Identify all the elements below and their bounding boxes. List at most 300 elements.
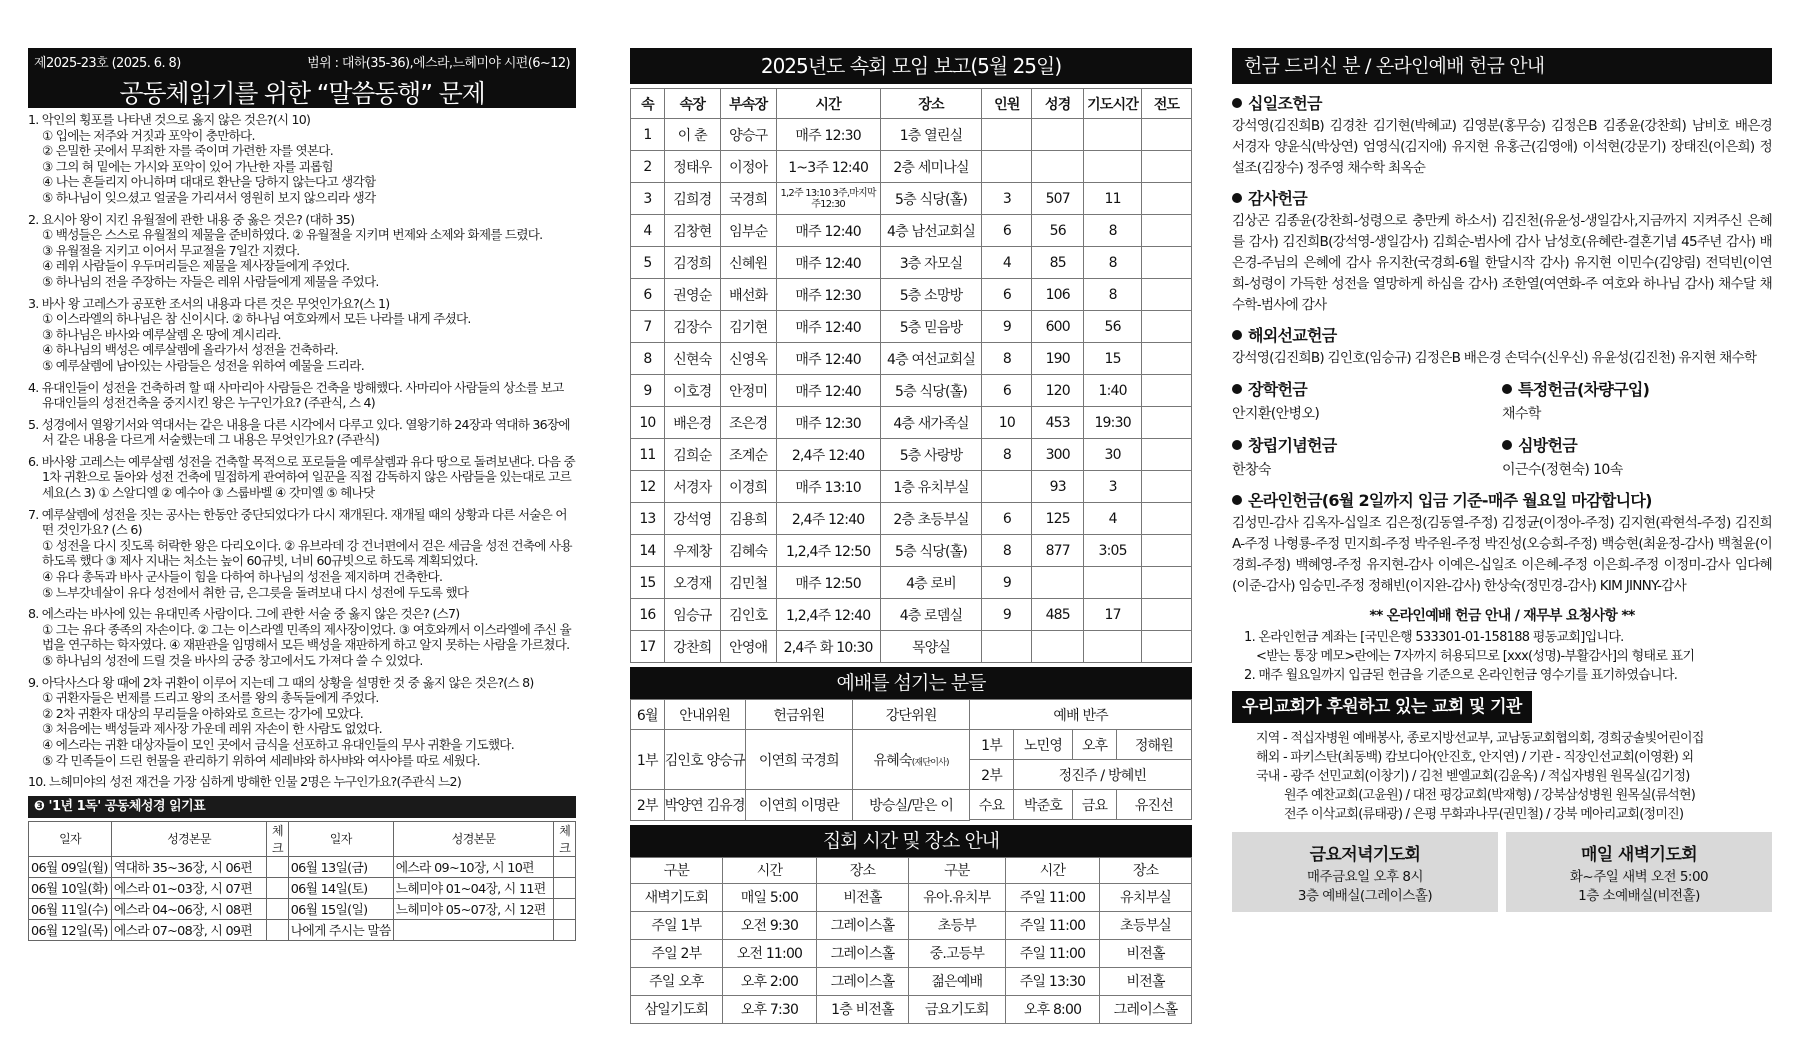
report-cell: 8 [982,535,1032,567]
meeting-cell: 새벽기도회 [631,883,723,911]
report-row [631,535,1192,567]
report-cell: 정태우 [664,151,720,183]
ws-altar1-name: 유혜숙 [873,752,912,769]
quiz-header [28,48,576,108]
report-cell [1142,439,1192,471]
report-cell: 5층 사랑방 [880,439,982,471]
meeting-info-table [630,857,1192,1024]
question [28,454,576,501]
support-title: 우리교회가 후원하고 있는 교회 및 기관 [1232,691,1532,723]
scholar-names: 안지환(안병오) [1232,406,1320,422]
meeting-cell: 금요기도회 [908,995,1005,1023]
report-cell: 이정아 [720,151,776,183]
online-names: 김성민-감사 김옥자-십일조 김은정(김동열-주정) 김정균(이정아-주정) 김지현(곽현석-주정) 김진희A-주정 나형룡-주정 민지희-주정 박주원-주정 박진성(오승희-주정) 백승현(최윤정-감사) 백철윤(이경희-주정) 백혜영-주정 유지현-감사 이예은-십일조 이은혜-주정 이은희-주정 이정미-감사 임다혜(이준-감사) 임승민-주정 정해빈(이지완-감사) 한상숙(정민경-감사) KIM JINNY-감사 [1232,515,1772,594]
question-list [28,112,576,790]
meeting-header: 장소 [1100,857,1192,883]
meeting-cell: 초등부실 [1100,911,1192,939]
report-cell: 김정희 [664,247,720,279]
bullet-icon [1502,384,1512,394]
question [28,507,576,601]
reading-cell: 에스라 09~10장, 시 10편 [393,856,554,877]
question-option: ④ 나는 흔들리지 아니하며 대대로 환난을 당하지 않는다고 생각함 [42,174,376,190]
report-cell: 507 [1032,183,1084,215]
offering-title: 헌금 드리신 분 / 온라인예배 헌금 안내 [1232,48,1772,84]
report-cell [1142,631,1192,663]
founding-names: 한창숙 [1232,462,1271,478]
report-row [631,631,1192,663]
report-cell: 15 [1084,343,1142,375]
report-cell: 9 [631,375,665,407]
report-row [631,407,1192,439]
meeting-cell: 젊은예배 [908,967,1005,995]
report-cell: 2 [631,151,665,183]
meeting-cell: 오전 11:00 [722,939,816,967]
online-guide [1232,607,1772,685]
bullet-icon [1502,440,1512,450]
report-cell: 8 [982,343,1032,375]
report-cell: 김민철 [720,567,776,599]
report-cell [1084,151,1142,183]
report-header: 부속장 [720,89,776,119]
ws-f3-a: 박준호 [1013,790,1072,820]
report-cell: 조계순 [720,439,776,471]
report-header: 장소 [880,89,982,119]
report-cell: 김인호 [720,599,776,631]
report-cell: 3:05 [1084,535,1142,567]
report-cell: 56 [1032,215,1084,247]
mission-title: 해외선교헌금 [1248,326,1337,345]
report-cell: 김희순 [664,439,720,471]
reading-check [267,856,289,877]
report-cell: 12 [631,471,665,503]
report-cell [1142,311,1192,343]
report-cell: 매주 12:30 [776,407,880,439]
report-cell: 1층 유치부실 [880,471,982,503]
report-cell: 7 [631,311,665,343]
bullet-icon [1232,495,1242,505]
ws-f2-label: 2부 [970,760,1014,790]
friday-prayer-title: 금요저녁기도회 [1309,845,1421,865]
report-cell: 김장수 [664,311,720,343]
tithe-title: 십일조헌금 [1248,94,1322,113]
report-cell: 9 [982,311,1032,343]
question-option: ① 그는 유다 종족의 자손이다. ② 그는 이스라엘 민족의 제사장이었다. ③ 여호와께서 이스라엘에 주신 율법을 연구하는 학자였다. ④ 재판관을 임명해서 모든 백성을 재판하게 하고 알지 못하는 사람을 가르쳤다. ⑤ 하나님의 성전에 드릴 것을 바사의 궁중 창고에서도 가져다 쓸 수 있었다. [42,621,571,668]
meeting-header: 시간 [722,857,816,883]
ws-f1-c: 정해원 [1116,730,1191,760]
reading-cell: 06월 13일(금) [288,856,393,877]
question-text: 7. 예루살렘에 성전을 짓는 공사는 한동안 중단되었다가 다시 재개된다. 재개될 때의 상황과 다른 서술은 어떤 것인가요? (스 6) [28,506,567,538]
question-option: ④ 에스라는 귀환 대상자들이 모인 곳에서 금식을 선포하고 유대인들의 무사 귀환을 기도했다. [42,736,514,752]
question [28,675,576,769]
report-cell: 4 [631,215,665,247]
worship-servers-title: 예배를 섬기는 분들 [630,667,1192,699]
reading-cell: 나에게 주시는 말씀 [288,919,393,940]
question-option: ④ 레위 사람들이 우두머리들은 제물을 제사장들에게 주었다. [42,258,350,274]
question-option: ③ 그의 혀 밑에는 가시와 포악이 있어 가난한 자를 괴롭힘 [42,158,333,174]
meeting-cell: 주일 13:30 [1005,967,1099,995]
reading-cell: 에스라 07~08장, 시 09편 [111,919,266,940]
meeting-cell: 초등부 [908,911,1005,939]
online-guide-title: ** 온라인예배 헌금 안내 / 재무부 요청사항 ** [1369,608,1635,624]
question-text: 4. 유대인들이 성전을 건축하려 할 때 사마리아 사람들은 건축을 방해했다. 사마리아 사람들의 상소를 보고 유대인들의 성전건축을 중지시킨 왕은 누구인가요? (주관식, 스 4) [28,379,564,411]
report-cell [1084,631,1142,663]
meeting-header: 시간 [1005,857,1099,883]
report-cell: 오경재 [664,567,720,599]
report-cell: 매주 12:30 [776,119,880,151]
reading-header: 일자 [29,821,112,856]
ws-f1-b: 오후 [1073,730,1117,760]
report-cell [1142,343,1192,375]
report-row [631,279,1192,311]
quiz-column [28,48,576,941]
report-cell: 조은경 [720,407,776,439]
report-cell [1084,567,1142,599]
meeting-cell: 오후 7:30 [722,995,816,1023]
meeting-row [631,967,1192,995]
cell-report-table [630,88,1192,663]
report-cell: 5층 식당(홀) [880,375,982,407]
report-cell [982,631,1032,663]
report-cell: 4 [982,247,1032,279]
report-cell: 우제창 [664,535,720,567]
question [28,606,576,668]
ws-f3-b: 금요 [1073,790,1117,820]
reading-cell: 06월 09일(월) [29,856,112,877]
support-list [1232,729,1772,824]
report-cell: 120 [1032,375,1084,407]
ws-r2-label: 2부 [631,790,665,821]
meeting-cell: 삼일기도회 [631,995,723,1023]
report-cell [1142,375,1192,407]
reading-cell: 느헤미야 01~04장, 시 11편 [393,877,554,898]
meeting-cell: 유치부실 [1100,883,1192,911]
question-option: ① 백성들은 스스로 유월절의 제물을 준비하였다. ② 유월절을 지키며 번제와 소제와 화제를 드렸다. [42,227,543,243]
report-cell: 2층 세미나실 [880,151,982,183]
question-option: ④ 하나님의 백성은 예루살렘에 올라가서 성전을 건축하라. [42,342,338,358]
report-cell: 매주 12:40 [776,375,880,407]
question [28,112,576,206]
reading-header: 일자 [288,821,393,856]
report-cell: 4층 새가족실 [880,407,982,439]
report-cell: 3 [1084,471,1142,503]
report-column [630,48,1192,1024]
report-cell: 93 [1032,471,1084,503]
report-cell: 양승구 [720,119,776,151]
report-cell: 1,2주 13:10 3주,마지막주12:30 [776,183,880,215]
reading-plan-title: ❸ '1년 1독' 공동체성경 읽기표 [28,796,576,818]
ws-h-offer: 헌금위원 [745,700,852,730]
reading-header: 체크 [554,821,576,856]
report-row [631,247,1192,279]
meeting-cell: 주일 11:00 [1005,883,1099,911]
meeting-info-title: 집회 시간 및 장소 안내 [630,825,1192,857]
reading-header: 성경본문 [111,821,266,856]
report-cell: 배은경 [664,407,720,439]
plant-title: 심방헌금 [1518,436,1578,455]
ws-r1-label: 1부 [631,730,665,790]
question-option: ① 귀환자들은 번제를 드리고 왕의 조서를 왕의 총독들에게 주었다. [42,690,379,706]
issue-number: 제2025-23호 (2025. 6. 8) [34,56,181,71]
reading-cell: 06월 15일(일) [288,898,393,919]
report-cell: 이 춘 [664,119,720,151]
bullet-icon [1232,98,1242,108]
report-cell: 1 [631,119,665,151]
reading-cell: 역대하 35~36장, 시 06편 [111,856,266,877]
meeting-cell: 주일 11:00 [1005,911,1099,939]
report-row [631,119,1192,151]
question-text: 2. 요시아 왕이 지킨 유월절에 관한 내용 중 옳은 것은? (대하 35) [28,211,355,227]
report-cell: 4층 여선교회실 [880,343,982,375]
thanks-title: 감사헌금 [1248,189,1308,208]
report-cell: 85 [1032,247,1084,279]
report-row [631,567,1192,599]
report-cell: 매주 13:10 [776,471,880,503]
ws-month: 6월 [631,700,665,730]
ws-f3-c: 유진선 [1116,790,1191,820]
reading-cell: 에스라 04~06장, 시 08편 [111,898,266,919]
report-cell: 김혜숙 [720,535,776,567]
meeting-header: 구분 [631,857,723,883]
meeting-cell: 1층 비전홀 [817,995,909,1023]
reading-cell: 06월 12일(목) [29,919,112,940]
ws-r2-guide: 박양연 김유경 [664,790,745,821]
report-cell [1142,567,1192,599]
friday-prayer-box [1232,832,1498,912]
tithe-names: 강석영(김진희B) 김경찬 김기현(박혜교) 김영분(홍무승) 김정은B 김종윤(강찬희) 남비호 배은경 서경자 양윤식(박상연) 엄영식(김지애) 유지현 유홍근(김영애) 이석현(강문기) 장태진(이은희) 정설조(김장수) 정주영 채수학 최옥순 [1232,118,1772,176]
reading-cell: 06월 10일(화) [29,877,112,898]
question-option: ⑤ 하나님의 전을 주장하는 자들은 레위 사람들에게 제물을 주었다. [42,273,379,289]
report-cell: 8 [1084,215,1142,247]
question [28,380,576,411]
question-option: ⑤ 각 민족들이 드린 헌물을 관리하기 위하여 세레뱌와 하사뱌와 여사야를 따로 세웠다. [42,752,480,768]
meeting-cell: 주일 1부 [631,911,723,939]
offering-column [1232,48,1772,912]
report-cell: 1:40 [1084,375,1142,407]
friday-prayer-time: 매주금요일 오후 8시 [1307,869,1423,885]
report-cell: 김기현 [720,311,776,343]
question-option: ③ 하나님은 바사와 예루살렘 온 땅에 계시리라. [42,326,281,342]
question-option: ⑤ 하나님이 잊으셨고 얼굴을 가리셔서 영원히 보지 않으리라 생각 [42,189,376,205]
report-cell: 5층 식당(홀) [880,535,982,567]
report-cell: 4층 남선교회실 [880,215,982,247]
guide-line-2: <받는 통장 메모>란에는 7자까지 허용되므로 [xxx(성명)-부활감사]의 형태로 표기 [1256,649,1695,664]
report-row [631,183,1192,215]
meeting-row [631,883,1192,911]
reading-check [267,898,289,919]
special-names: 채수학 [1502,406,1541,422]
meeting-cell: 주일 11:00 [1005,939,1099,967]
report-row [631,215,1192,247]
report-cell: 매주 12:40 [776,247,880,279]
meeting-row [631,995,1192,1023]
bullet-icon [1232,384,1242,394]
report-row [631,375,1192,407]
meeting-row [631,911,1192,939]
question-option: ⑤ 예루살렘에 남아있는 사람들은 성전을 위하여 예물을 드리라. [42,357,364,373]
report-cell: 국경희 [720,183,776,215]
report-header: 시간 [776,89,880,119]
reading-check [267,877,289,898]
question-option: ③ 처음에는 백성들과 제사장 가운데 레위 자손이 한 사람도 없었다. [42,721,382,737]
thanks-section [1232,189,1772,316]
report-cell [1142,215,1192,247]
report-cell: 6 [631,279,665,311]
report-cell [1142,503,1192,535]
meeting-cell: 그레이스홀 [817,939,909,967]
guide-line-3: 2. 매주 월요일까지 입금된 헌금을 기준으로 온라인헌금 영수기를 표기하였습니다. [1244,668,1678,683]
meeting-cell: 그레이스홀 [817,967,909,995]
report-row [631,503,1192,535]
online-title: 온라인헌금(6월 2일까지 입금 기준-매주 월요일 마감합니다) [1248,491,1652,510]
dawn-prayer-place: 1층 소예배실(비전홀) [1578,888,1700,904]
report-cell: 8 [631,343,665,375]
report-cell: 목양실 [880,631,982,663]
report-cell [1142,471,1192,503]
report-cell: 안정미 [720,375,776,407]
quiz-title: 공동체읽기를 위한 “말씀동행” 문제 [119,79,485,108]
question [28,296,576,374]
question-text: 1. 악인의 횡포를 나타낸 것으로 옳지 않은 것은?(시 10) [28,112,311,127]
ws-f2-a: 정진주 / 방혜빈 [1013,760,1191,790]
report-cell: 1,2,4주 12:40 [776,599,880,631]
report-cell: 6 [982,279,1032,311]
report-header: 인원 [982,89,1032,119]
special-title: 특정헌금(차량구입) [1518,380,1650,399]
ws-f1-label: 1부 [970,730,1014,760]
question-text: 10. 느헤미야의 성전 재건을 가장 심하게 방해한 인물 2명은 누구인가요?(주관식 느2) [28,774,461,790]
founding-plant-row [1232,435,1772,481]
report-cell: 190 [1032,343,1084,375]
report-cell [1142,119,1192,151]
report-cell: 11 [631,439,665,471]
report-cell: 2층 초등부실 [880,503,982,535]
meeting-cell: 주일 2부 [631,939,723,967]
report-cell: 877 [1032,535,1084,567]
report-cell: 김창현 [664,215,720,247]
report-cell: 매주 12:40 [776,311,880,343]
question-option: ④ 유다 총독과 바사 군사들이 힘을 다하여 하나님의 성전을 제지하며 건축한다. [42,569,443,585]
reading-cell: 에스라 01~03장, 시 07편 [111,877,266,898]
report-cell: 17 [631,631,665,663]
question-text: 3. 바사 왕 고레스가 공포한 조서의 내용과 다른 것은 무엇인가요?(스 1) [28,295,390,311]
report-cell [982,119,1032,151]
report-cell: 1,2,4주 12:50 [776,535,880,567]
question-option: ② 2차 귀환자 대상의 무리들을 아하와로 흐르는 강가에 모았다. [42,705,364,721]
question [28,774,576,790]
report-cell: 300 [1032,439,1084,471]
report-row [631,439,1192,471]
dawn-prayer-title: 매일 새벽기도회 [1580,845,1698,865]
thanks-names: 김상곤 김종윤(강찬희-성령으로 충만케 하소서) 김진천(유윤성-생일감사,지금까지 지켜주신 은혜를 감사) 김진희B(강석영-생일감사) 김희순-범사에 감사 남성호(유혜란-결혼기념 45주년 감사) 배은경-주님의 은혜에 감사 유지찬(국경희-6월 한달시작 감사) 유지현 이민수(김양림) 전덕빈(이연희-성령이 가득한 성전을 열망하게 하심을 감사) 조한열(여연화-주 여호와 하나님 감사) 채수달 채수학-범사에 감사 [1232,213,1772,313]
question-option: ⑤ 느부갓네살이 유다 성전에서 취한 금, 은그릇을 돌려보내 다시 성전에 두도록 했다 [42,584,469,600]
cell-report-title: 2025년도 속회 모임 보고(5월 25일) [630,48,1192,84]
meeting-cell: 유아.유치부 [908,883,1005,911]
report-cell: 30 [1084,439,1142,471]
dawn-prayer-time: 화~주일 새벽 오전 5:00 [1569,869,1709,885]
report-cell: 11 [1084,183,1142,215]
support-line-2: 해외 - 파키스탄(최동백) 캄보디아(안진호, 안지연) / 기관 - 직장인선교회(이영환) 외 [1256,750,1694,765]
report-cell [1142,407,1192,439]
meeting-cell: 오후 8:00 [1005,995,1099,1023]
report-cell: 6 [982,503,1032,535]
report-cell [1032,631,1084,663]
report-cell: 매주 12:40 [776,343,880,375]
report-header: 기도시간 [1084,89,1142,119]
ws-f3-label: 수요 [970,790,1014,820]
report-cell: 600 [1032,311,1084,343]
reading-plan-table [28,821,576,941]
report-cell: 14 [631,535,665,567]
scholar-title: 장학헌금 [1248,380,1308,399]
report-cell [982,471,1032,503]
report-cell: 안영애 [720,631,776,663]
ws-r1-offer: 이연희 국경희 [745,730,852,790]
report-cell: 4 [1084,503,1142,535]
report-cell [1084,119,1142,151]
meeting-row [631,939,1192,967]
report-cell: 강석영 [664,503,720,535]
question-text: 8. 에스라는 바사에 있는 유대민족 사람이다. 그에 관한 서술 중 옳지 않은 것은? (스7) [28,606,460,622]
report-cell: 1~3주 12:40 [776,151,880,183]
guide-line-1: 1. 온라인헌금 계좌는 [국민은행 533301-01-158188 평동교회]입니다. [1244,630,1624,645]
report-cell: 이경희 [720,471,776,503]
reading-check [554,919,576,940]
reading-check [267,919,289,940]
ws-r1-guide: 김인호 양승규 [664,730,745,790]
report-cell: 15 [631,567,665,599]
meeting-cell: 비전홀 [1100,939,1192,967]
report-cell: 신혜원 [720,247,776,279]
report-cell: 8 [1084,247,1142,279]
report-cell: 17 [1084,599,1142,631]
report-cell [1142,247,1192,279]
report-row [631,151,1192,183]
reading-scope: 범위 : 대하(35-36),에스라,느헤미야 시편(6~12) [307,56,570,71]
friday-prayer-place: 3층 예배실(그레이스홀) [1297,888,1433,904]
question-text: 5. 성경에서 열왕기서와 역대서는 같은 내용을 다른 시각에서 다루고 있다. 열왕기하 24장과 역대하 36장에서 같은 내용을 다르게 서술했는데 그 내용은 무엇인가요? (주관식) [28,416,570,448]
report-cell [982,151,1032,183]
ws-h-guide: 안내위원 [664,700,745,730]
report-cell: 2,4주 화 10:30 [776,631,880,663]
bullet-icon [1232,440,1242,450]
reading-check [554,898,576,919]
bullet-icon [1232,330,1242,340]
meeting-cell: 오전 9:30 [722,911,816,939]
report-cell: 2,4주 12:40 [776,503,880,535]
question-option: ① 입에는 저주와 거짓과 포악이 충만하다. [42,127,255,143]
report-cell: 서경자 [664,471,720,503]
report-cell [1032,151,1084,183]
report-cell: 3층 자모실 [880,247,982,279]
question-text: 6. 바사왕 고레스는 예루살렘 성전을 건축할 목적으로 포로들을 예루살렘과 유다 땅으로 돌려보낸다. 다음 중 1차 귀환으로 돌아와 성전 건축에 밀접하게 관여하여 일꾼을 직접 감독하지 않은 사람들을 있는대로 고르세요(스 3) ① 스알디엘 ② 예수아 ③ 스룹바벨 ④ 갓미엘 ⑤ 헤나닷 [28,453,575,501]
question [28,212,576,290]
report-cell: 5 [631,247,665,279]
meeting-header: 구분 [908,857,1005,883]
support-line-1: 지역 - 적십자병원 예배봉사, 종로지방선교부, 교남동교회협의회, 경희궁솔빛어린이집 [1256,731,1704,746]
report-cell: 9 [982,599,1032,631]
report-cell: 10 [631,407,665,439]
report-cell: 13 [631,503,665,535]
report-cell: 3 [982,183,1032,215]
support-line-4: 원주 예찬교회(고윤원) / 대전 평강교회(박재형) / 강북삼성병원 원목실(류석현) [1284,788,1696,803]
meeting-cell: 비전홀 [1100,967,1192,995]
report-header: 속장 [664,89,720,119]
report-cell: 3 [631,183,665,215]
report-cell: 5층 소망방 [880,279,982,311]
meeting-cell: 비전홀 [817,883,909,911]
reading-header: 체크 [267,821,289,856]
ws-r2-offer: 이연희 이명란 [745,790,852,821]
